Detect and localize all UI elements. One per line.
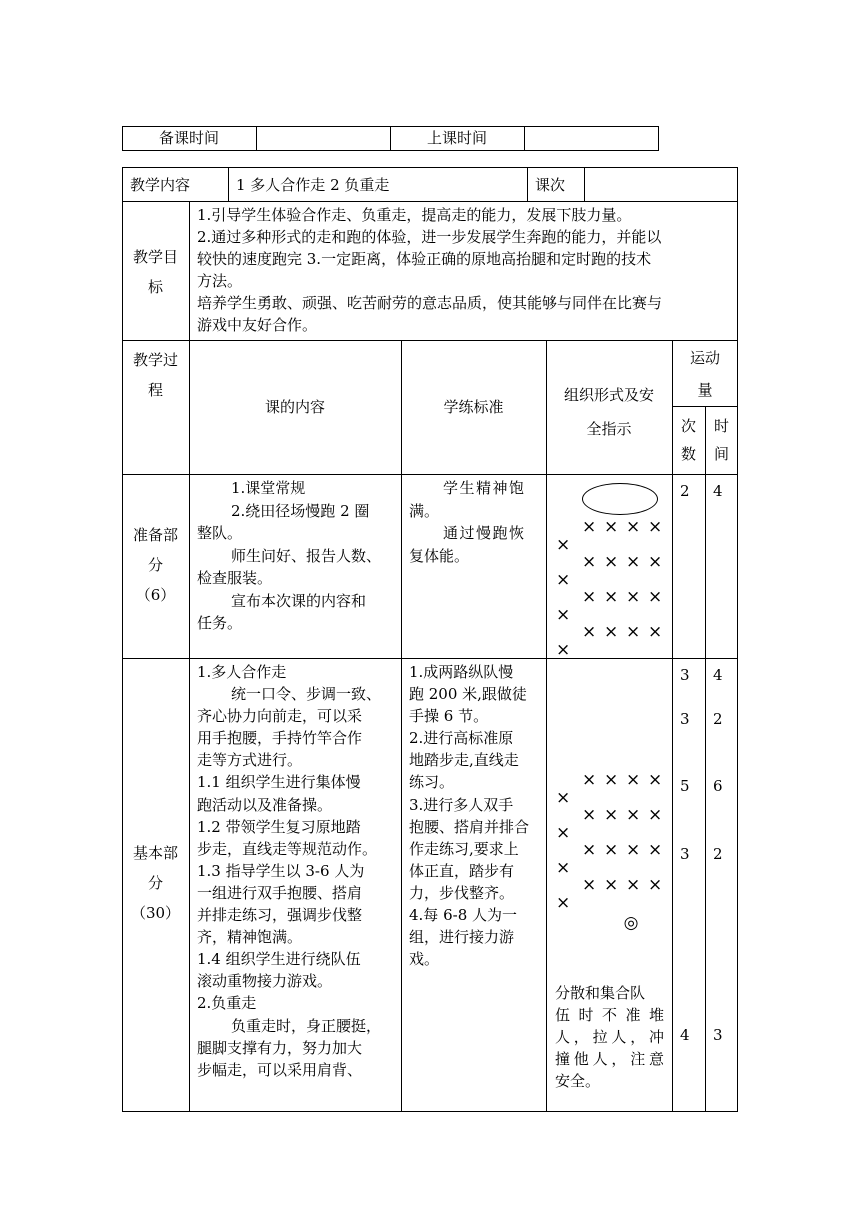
divider bbox=[546, 340, 547, 1112]
formation-student-mark: × bbox=[556, 640, 571, 660]
formation-student-mark: × bbox=[556, 605, 571, 625]
formation-student-mark: × bbox=[556, 893, 571, 913]
formation-student-mark: × bbox=[582, 875, 597, 895]
formation-student-mark: × bbox=[626, 552, 641, 572]
formation-student-mark: × bbox=[626, 770, 641, 790]
formation-student-mark: × bbox=[582, 552, 597, 572]
content-header: 课的内容 bbox=[264, 398, 325, 416]
formation-student-mark: × bbox=[648, 770, 663, 790]
prep-count: 2 bbox=[680, 482, 690, 500]
divider bbox=[524, 126, 525, 151]
prep-section-label: 准备部 分 （6） bbox=[132, 526, 178, 604]
formation-student-mark: × bbox=[648, 875, 663, 895]
divider bbox=[189, 201, 190, 1112]
formation-student-mark: × bbox=[582, 770, 597, 790]
formation-student-mark: × bbox=[604, 587, 619, 607]
formation-student-mark: × bbox=[556, 570, 571, 590]
divider bbox=[527, 167, 528, 201]
divider bbox=[122, 201, 738, 202]
formation-student-mark: × bbox=[648, 552, 663, 572]
formation-student-mark: × bbox=[556, 788, 571, 808]
basic-time-2: 2 bbox=[713, 710, 723, 728]
content-label: 教学内容 bbox=[130, 176, 191, 194]
formation-student-mark: × bbox=[556, 535, 571, 555]
formation-student-mark: × bbox=[648, 587, 663, 607]
formation-student-mark: × bbox=[582, 840, 597, 860]
basic-count-3: 5 bbox=[680, 777, 690, 795]
safety-note: 分散和集合队 伍时不准堆 人，拉人，冲 撞他人，注意 安全。 bbox=[555, 984, 664, 1090]
session-label: 课次 bbox=[535, 176, 566, 194]
basic-count-5: 4 bbox=[680, 1026, 690, 1044]
divider bbox=[122, 474, 738, 475]
basic-content: 1.多人合作走 统一口令、步调一致、 齐心协力向前走，可以采 用手抱腰，手持竹竿合作 走等方式进行。 1.1 组织学生进行集体慢 跑活动以及准备操。 1.2 带领学生复习原地踏 步走，直线走等规范动作。 1.3 指导学生以 3-6 人为 一组进行双手抱腰、搭肩 并排走练习，强调步伐整 齐，精神饱满。 1.4 组织学生进行绕队伍 滚动重物接力游戏。 2.负重走 负重走时，身正腰挺， 腿脚支撑有力，努力加大 步幅走，可以采用肩背、 bbox=[197, 663, 382, 1079]
organization-header: 组织形式及安 全指示 bbox=[563, 386, 654, 438]
formation-student-mark: × bbox=[626, 587, 641, 607]
formation-student-mark: × bbox=[556, 823, 571, 843]
formation-circle bbox=[582, 483, 658, 515]
class-time-label: 上课时间 bbox=[426, 129, 487, 147]
formation-student-mark: × bbox=[604, 770, 619, 790]
formation-student-mark: × bbox=[626, 517, 641, 537]
formation-student-mark: × bbox=[604, 805, 619, 825]
formation-student-mark: × bbox=[604, 517, 619, 537]
time-header: 时 间 bbox=[713, 417, 729, 463]
prep-standard: 学生精神饱 满。 通过慢跑恢 复体能。 bbox=[409, 479, 526, 565]
formation-student-mark: × bbox=[604, 552, 619, 572]
formation-student-mark: × bbox=[604, 622, 619, 642]
formation-student-mark: × bbox=[604, 875, 619, 895]
formation-student-mark: × bbox=[582, 517, 597, 537]
formation-student-mark: × bbox=[626, 840, 641, 860]
divider bbox=[584, 167, 585, 201]
formation-student-mark: × bbox=[648, 840, 663, 860]
divider bbox=[705, 406, 706, 1112]
formation-student-mark: × bbox=[582, 622, 597, 642]
basic-count-2: 3 bbox=[680, 710, 690, 728]
formation-student-mark: × bbox=[626, 875, 641, 895]
prep-time: 4 bbox=[713, 482, 723, 500]
prep-time-label: 备课时间 bbox=[158, 129, 219, 147]
basic-time-4: 2 bbox=[713, 845, 723, 863]
teacher-mark: ◎ bbox=[623, 913, 639, 933]
goals-label: 教学目 标 bbox=[132, 248, 178, 296]
formation-student-mark: × bbox=[604, 840, 619, 860]
formation-student-mark: × bbox=[626, 622, 641, 642]
standard-header: 学练标准 bbox=[443, 398, 504, 416]
formation-student-mark: × bbox=[582, 805, 597, 825]
goals-text: 1.引导学生体验合作走、负重走，提高走的能力，发展下肢力量。 2.通过多种形式的走和跑的体验，进一步发展学生奔跑的能力，并能以 较快的速度跑完 3.一定距离，体验正确的原地高抬腿和定时跑的技术 方法。 培养学生勇敢、顽强、吃苦耐劳的意志品质，使其能够与同伴在比赛与 游戏中友好合作。 bbox=[197, 206, 663, 334]
process-header: 教学过 程 bbox=[132, 351, 178, 399]
formation-student-mark: × bbox=[556, 858, 571, 878]
basic-time-3: 6 bbox=[713, 777, 723, 795]
divider bbox=[401, 340, 402, 1112]
basic-time-5: 3 bbox=[713, 1026, 723, 1044]
divider bbox=[122, 658, 738, 659]
load-header: 运动 量 bbox=[689, 349, 720, 399]
basic-count-4: 3 bbox=[680, 845, 690, 863]
basic-section-label: 基本部 分 （30） bbox=[130, 844, 181, 922]
formation-student-mark: × bbox=[582, 587, 597, 607]
basic-standard: 1.成两路纵队慢 跑 200 米,跟做徒 手操 6 节。 2.进行高标准原 地踏步走,直线走 练习。 3.进行多人双手 抱腰、搭肩并排合 作走练习,要求上 体正直，踏步有 力，步伐整齐。 4.每 6-8 人为一 组，进行接力游 戏。 bbox=[409, 663, 530, 969]
formation-student-mark: × bbox=[648, 622, 663, 642]
prep-content: 1.课堂常规 2.绕田径场慢跑 2 圈 整队。 师生问好、报告人数、 检查服装。 宣布本次课的内容和 任务。 bbox=[197, 479, 382, 632]
divider bbox=[122, 340, 738, 341]
divider bbox=[256, 126, 257, 151]
basic-time-1: 4 bbox=[713, 666, 723, 684]
formation-student-mark: × bbox=[648, 805, 663, 825]
count-header: 次 数 bbox=[680, 417, 696, 463]
content-value: 1 多人合作走 2 负重走 bbox=[236, 176, 390, 194]
formation-student-mark: × bbox=[626, 805, 641, 825]
divider bbox=[228, 167, 229, 201]
formation-student-mark: × bbox=[648, 517, 663, 537]
basic-count-1: 3 bbox=[680, 666, 690, 684]
